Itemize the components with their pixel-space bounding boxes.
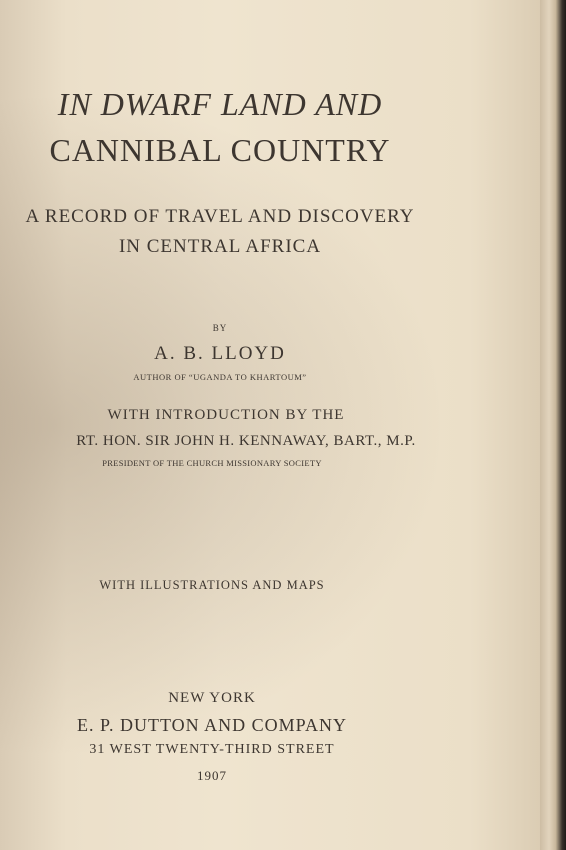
- illustrations-note: WITH ILLUSTRATIONS AND MAPS: [99, 578, 325, 592]
- author-previous-work: AUTHOR OF “UGANDA TO KHARTOUM”: [133, 372, 307, 382]
- subtitle-line-1: A RECORD OF TRAVEL AND DISCOVERY: [25, 206, 415, 227]
- title-line-2: CANNIBAL COUNTRY: [49, 132, 391, 168]
- subtitle-line-2: IN CENTRAL AFRICA: [118, 236, 322, 257]
- publisher-address: 31 WEST TWENTY-THIRD STREET: [89, 742, 335, 757]
- introduction-line-2: RT. HON. SIR JOHN H. KENNAWAY, BART., M.P.: [76, 433, 416, 449]
- introducer-title: PRESIDENT OF THE CHURCH MISSIONARY SOCIETY: [102, 458, 322, 468]
- publisher-city: NEW YORK: [168, 690, 256, 706]
- publication-year: 1907: [197, 768, 227, 783]
- title-line-1: IN DWARF LAND AND: [57, 86, 383, 122]
- by-label: BY: [212, 323, 228, 333]
- introduction-line-1: WITH INTRODUCTION BY THE: [107, 407, 345, 423]
- publisher-name: E. P. DUTTON AND COMPANY: [76, 715, 348, 735]
- page-edge: [540, 0, 566, 850]
- author-name: A. B. LLOYD: [154, 343, 286, 364]
